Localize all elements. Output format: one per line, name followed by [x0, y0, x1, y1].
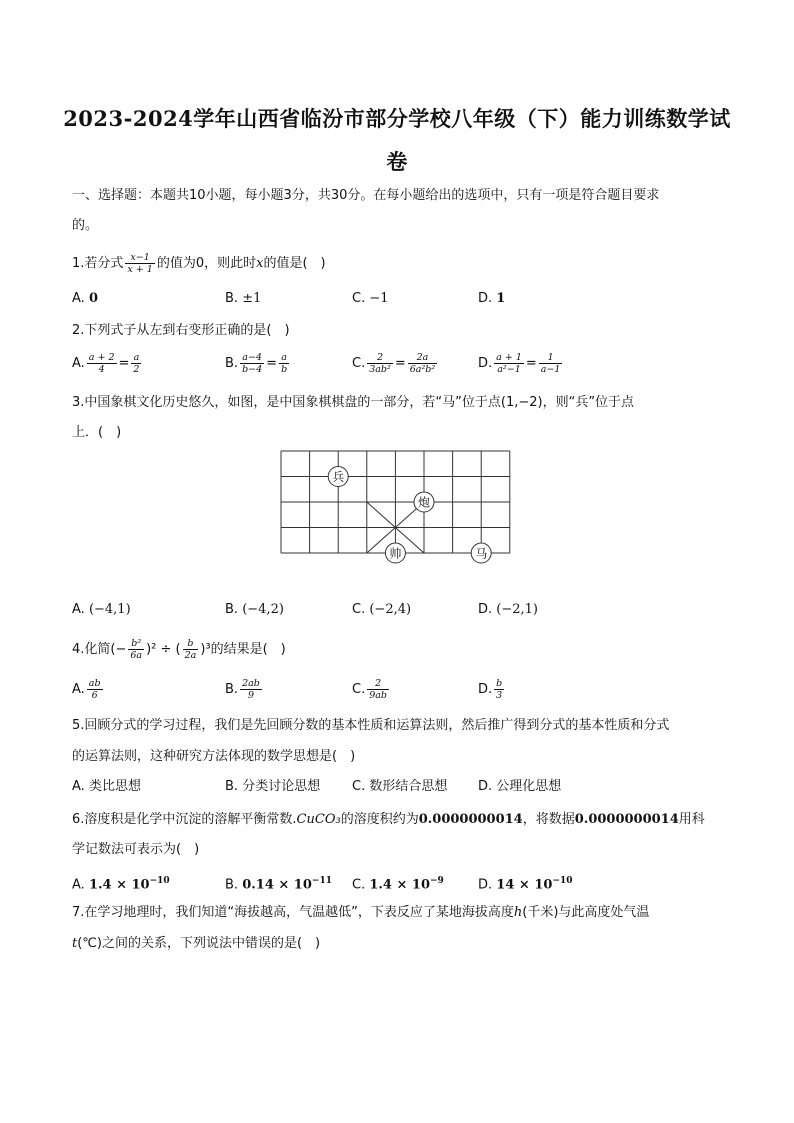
q1-option-c: C. −1	[352, 291, 389, 306]
q4-option-b: B. $\frac{2ab}{9}$	[225, 678, 260, 701]
q2-option-c: C. $\frac{2}{\text{3ab²}}$ = $\frac{2a}{\text{6a²b²}}$	[352, 352, 436, 375]
q2-option-d: D. $\frac{a + 1}{\text{a²−1}}$ = $\frac{1}{a-1}$	[478, 352, 561, 375]
q1-option-b: B. ±1	[225, 291, 262, 306]
board-grid	[281, 451, 510, 553]
question-1-stem: 1.若分式 $\frac{x-1}{x + 1}$ 的值为0，则此时x的值是( )	[72, 252, 326, 275]
q6-option-b: B. $0.14 \times 10^{-11}$	[225, 876, 332, 893]
exam-title-line1: 2023-2024学年山西省临汾市部分学校八年级（下）能力训练数学试	[63, 106, 731, 131]
q3-option-b: B. (−4,2)	[225, 602, 284, 617]
question-3-stem-line2: 上．( )	[72, 425, 122, 440]
q1-fraction: $\frac{x-1}{x + 1}$	[127, 252, 153, 275]
q6-option-d: D. $14 \times 10^{-10}$	[478, 876, 573, 893]
q4-option-c: C. $\frac{2}{9ab}$	[352, 678, 388, 701]
q5-option-c: C. 数形结合思想	[352, 779, 448, 794]
q4-option-a: A. $\frac{ab}{6}$	[72, 678, 101, 701]
q2-option-a: A. $\frac{a + 2}{4}$ = $\frac{a}{2}$	[72, 352, 140, 375]
question-7-stem-line1: 7.在学习地理时，我们知道“海拔越高，气温越低”，下表反应了某地海拔高度h(千米)与此高度处气温	[72, 905, 650, 920]
svg-text:兵: 兵	[332, 470, 345, 484]
section-instructions-line2: 的。	[72, 218, 99, 233]
q5-option-a: A. 类比思想	[72, 779, 141, 794]
svg-text:马: 马	[475, 546, 488, 561]
question-5-stem-line1: 5.回顾分式的学习过程，我们是先回顾分数的基本性质和运算法则，然后推广得到分式的基本性质和分式	[72, 718, 670, 733]
question-5-stem-line2: 的运算法则，这种研究方法体现的数学思想是( )	[72, 749, 356, 764]
question-4-stem: 4.化简(− $\frac{\text{b²}}{6a}$ )² ÷ ( $\frac{b}{2a}$ )³的结果是( )	[72, 638, 286, 661]
piece-pao	[414, 492, 434, 512]
q6-option-a: A. $1.4 \times 10^{-10}$	[72, 876, 170, 893]
q6-option-c: C. $1.4 \times 10^{-9}$	[352, 876, 444, 893]
section-instructions-line1: 一、选择题：本题共10小题，每小题3分，共30分。在每小题给出的选项中，只有一项是符合题目要求	[72, 188, 660, 203]
question-6-stem-line1: 6.溶度积是化学中沉淀的溶解平衡常数.CuCO₃的溶度积约为0.0000000014，将数据0.0000000014用科	[72, 812, 705, 827]
question-2-stem: 2.下列式子从左到右变形正确的是( )	[72, 323, 290, 338]
question-6-stem-line2: 学记数法可表示为( )	[72, 842, 200, 857]
q3-option-c: C. (−2,4)	[352, 602, 412, 617]
question-3-stem-line1: 3.中国象棋文化历史悠久，如图，是中国象棋棋盘的一部分，若“马”位于点(1,−2)，则“兵”位于点	[72, 395, 635, 410]
q4-option-d: D. $\frac{b}{3}$	[478, 678, 503, 701]
svg-text:炮: 炮	[417, 495, 431, 510]
q3-option-d: D. (−2,1)	[478, 602, 539, 617]
svg-text:帅: 帅	[389, 546, 402, 561]
q1-option-d: D. 1	[478, 291, 506, 306]
piece-ma	[471, 543, 491, 563]
q5-option-d: D. 公理化思想	[478, 779, 562, 794]
question-7-stem-line2: t(℃)之间的关系，下列说法中错误的是( )	[72, 936, 321, 951]
exam-title-line2: 卷	[386, 149, 408, 174]
q5-option-b: B. 分类讨论思想	[225, 779, 321, 794]
chess-board-figure	[279, 449, 514, 567]
piece-bing	[328, 467, 348, 487]
piece-shuai	[385, 543, 405, 563]
q2-option-b: B. $\frac{a-4}{b-4}$ = $\frac{a}{b}$	[225, 352, 288, 375]
q1-option-a: A. 0	[72, 291, 98, 306]
q3-option-a: A. (−4,1)	[72, 602, 131, 617]
